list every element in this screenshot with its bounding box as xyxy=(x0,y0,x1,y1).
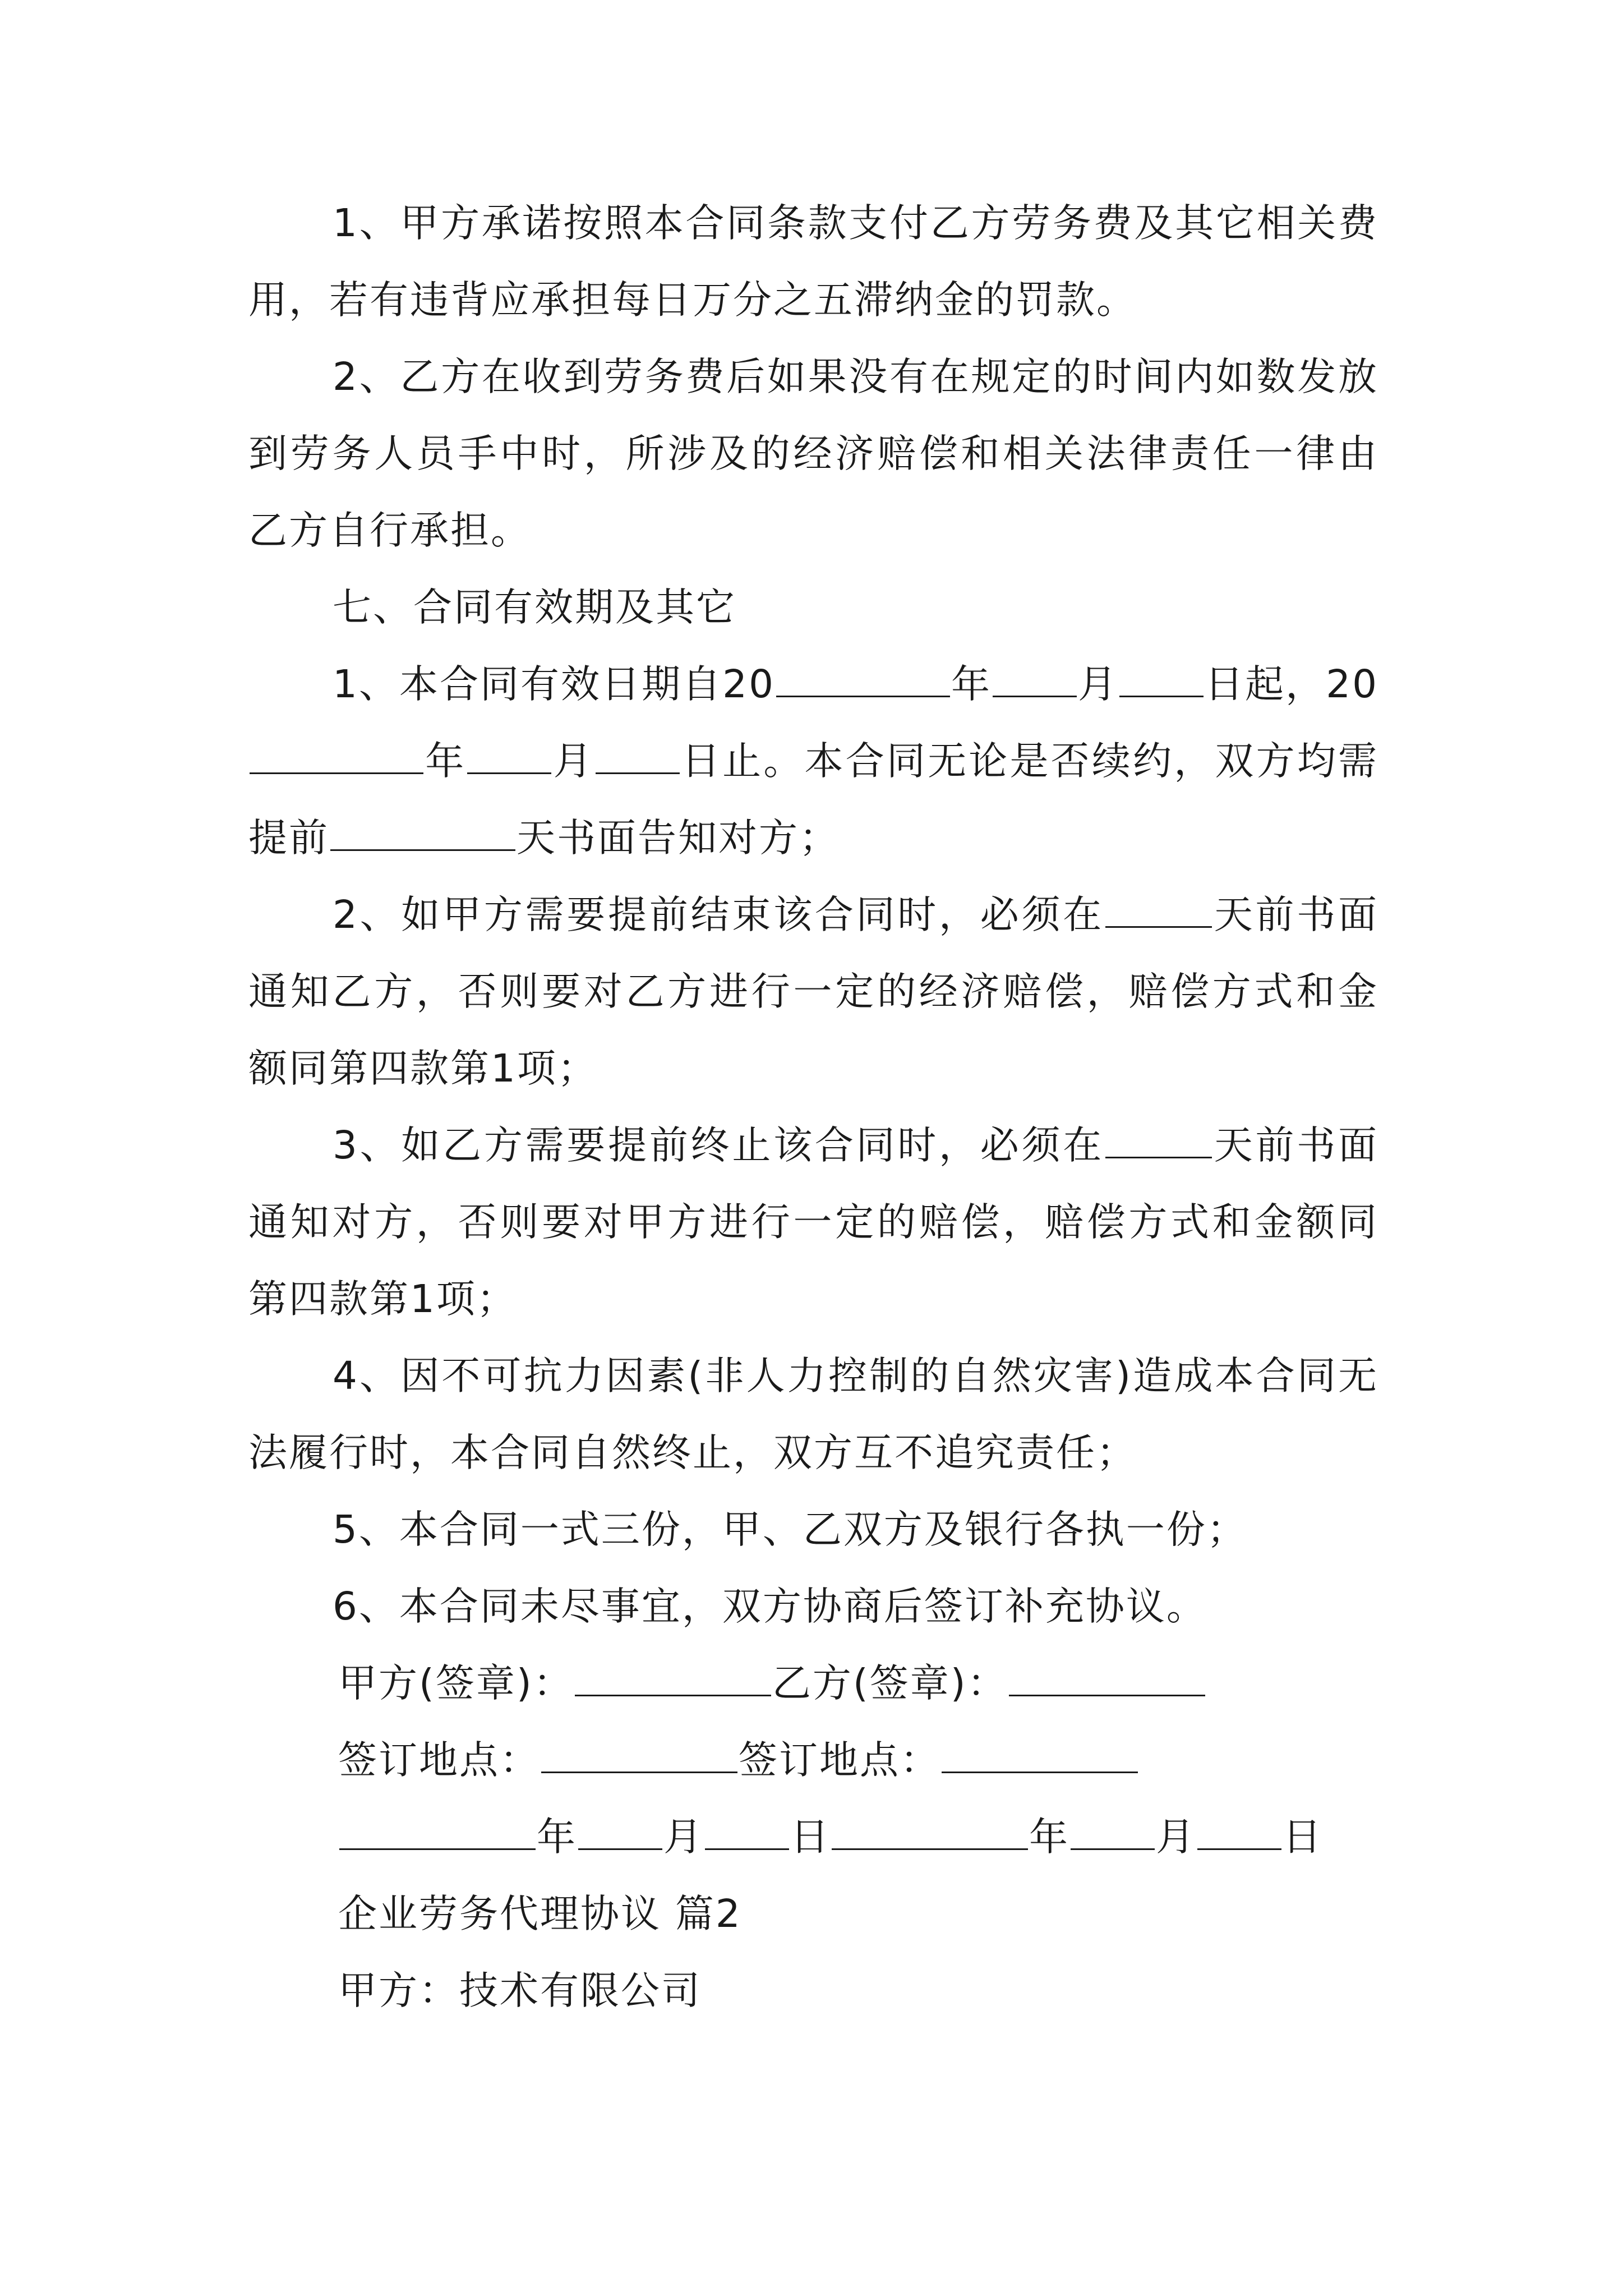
blank-party-a-month[interactable] xyxy=(578,1814,662,1850)
blank-party-a-signature[interactable] xyxy=(575,1660,771,1696)
blank-party-b-signature[interactable] xyxy=(1009,1660,1205,1696)
blank-start-month[interactable] xyxy=(993,661,1077,697)
blank-party-b-days[interactable] xyxy=(1105,1122,1212,1158)
paragraph-copies: 5、本合同一式三份，甲、乙双方及银行各执一份； xyxy=(333,1507,1247,1552)
blank-party-a-year[interactable] xyxy=(339,1814,536,1850)
blank-party-b-year[interactable] xyxy=(832,1814,1028,1850)
blank-party-a-day[interactable] xyxy=(705,1814,789,1850)
blank-party-a-place[interactable] xyxy=(541,1737,737,1773)
blank-end-day[interactable] xyxy=(596,738,680,774)
paragraph-wage-distribution: 2、乙方在收到劳务费后如果没有在规定的时间内如数发放到劳务人员手中时，所涉及的经济赔偿和相关法律责任一律由乙方自行承担。 xyxy=(248,355,1378,553)
blank-start-day[interactable] xyxy=(1119,661,1204,697)
section2-title: 企业劳务代理协议 篇2 xyxy=(338,1892,742,1936)
blank-notice-days[interactable] xyxy=(330,815,515,851)
paragraph-party-a-termination: 2、如甲方需要提前结束该合同时，必须在 天前书面通知乙方，否则要对乙方进行一定的经济赔偿，赔偿方式和金额同第四款第1项； xyxy=(248,892,1379,1091)
blank-start-year[interactable] xyxy=(776,661,950,697)
paragraph-validity-period: 1、本合同有效日期自20 年 月 日起，20年 月 日止。本合同无论是否续约，双方均需提前 天书面告知对方； xyxy=(248,662,1379,861)
signing-place-line: 签订地点： 签订地点： xyxy=(338,1722,1139,1799)
blank-party-b-place[interactable] xyxy=(942,1737,1138,1773)
blank-party-a-days[interactable] xyxy=(1105,891,1212,928)
blank-end-month[interactable] xyxy=(467,738,551,774)
signing-date-line: 年 月 日 年 月 日 xyxy=(338,1799,1323,1876)
blank-end-year[interactable] xyxy=(250,738,423,774)
blank-party-b-day[interactable] xyxy=(1197,1814,1281,1850)
section-heading-validity: 七、合同有效期及其它 xyxy=(333,585,736,630)
signature-line: 甲方(签章)： 乙方(签章)： xyxy=(338,1645,1206,1722)
paragraph-supplementary: 6、本合同未尽事宜，双方协商后签订补充协议。 xyxy=(333,1584,1207,1629)
paragraph-force-majeure: 4、因不可抗力因素(非人力控制的自然灾害)造成本合同无法履行时，本合同自然终止，双方互不追究责任； xyxy=(248,1354,1378,1475)
paragraph-party-b-termination: 3、如乙方需要提前终止该合同时，必须在 天前书面通知对方，否则要对甲方进行一定的赔偿，赔偿方式和金额同第四款第1项； xyxy=(248,1123,1379,1322)
paragraph-payment-commitment: 1、甲方承诺按照本合同条款支付乙方劳务费及其它相关费用，若有违背应承担每日万分之五滞纳金的罚款。 xyxy=(248,201,1378,323)
blank-party-b-month[interactable] xyxy=(1071,1814,1155,1850)
section2-party-a: 甲方：技术有限公司 xyxy=(338,1968,702,2013)
